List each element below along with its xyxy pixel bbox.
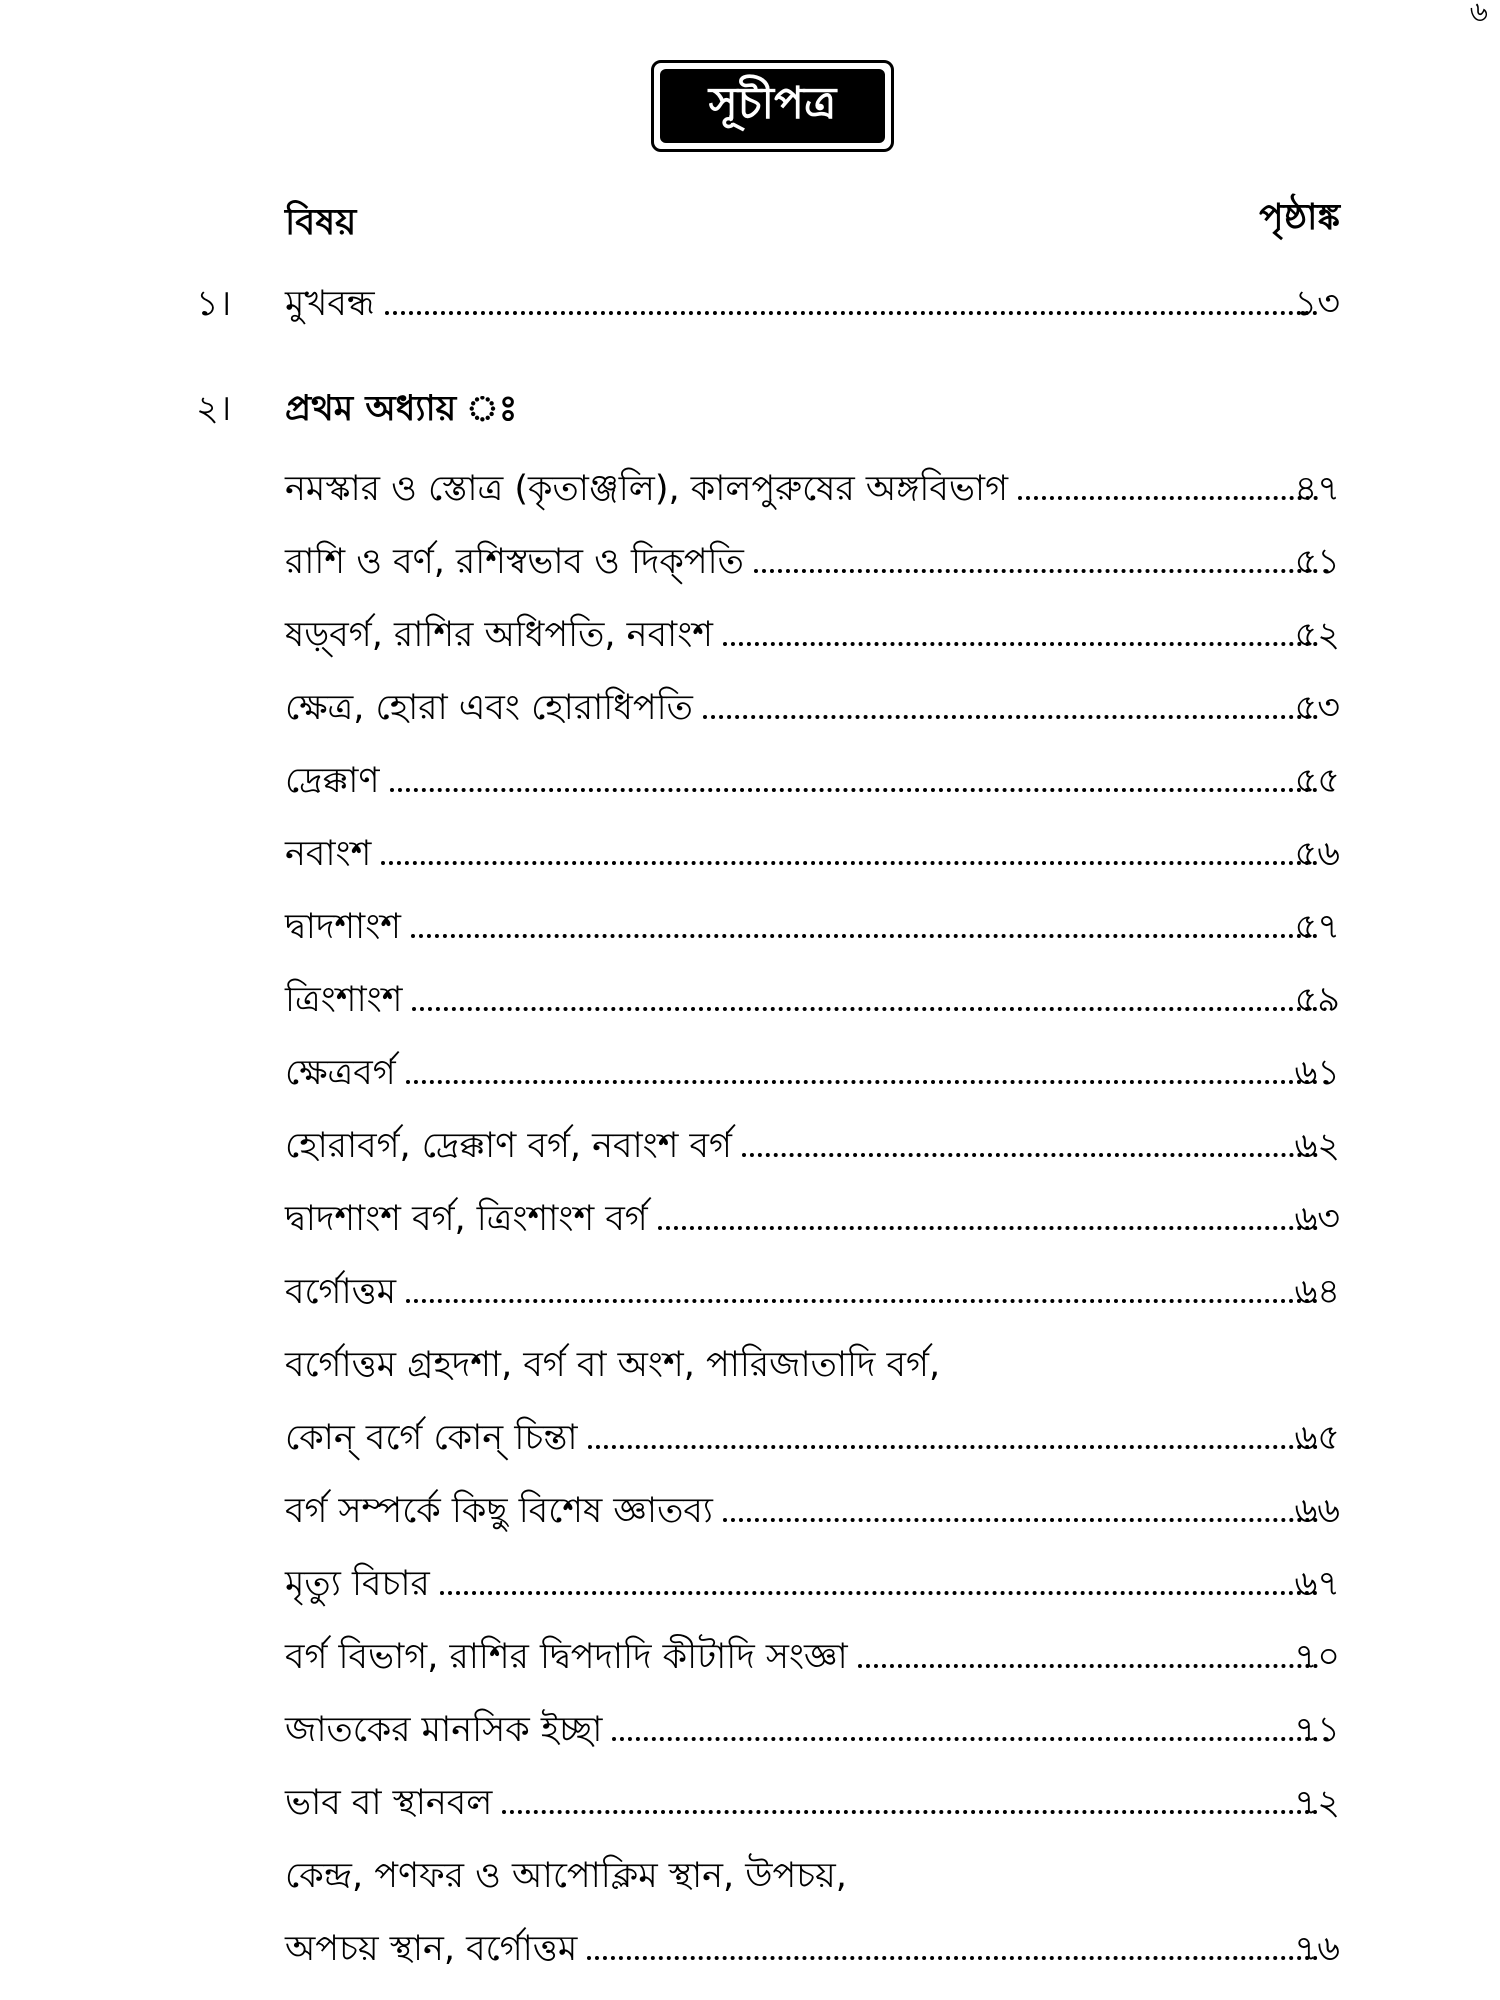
toc-entry bbox=[0, 470, 1500, 526]
dot-leader bbox=[502, 1810, 1318, 1814]
entry-page: ১৩ bbox=[1294, 284, 1340, 324]
dot-leader bbox=[723, 642, 1318, 646]
dot-leader bbox=[411, 934, 1318, 938]
entry-page: ৫৫ bbox=[1294, 761, 1340, 801]
entry-page: ৫৭ bbox=[1294, 907, 1340, 947]
toc-entry bbox=[0, 689, 1500, 745]
entry-title: ভাব বা স্থানবল bbox=[285, 1783, 493, 1823]
toc-entry bbox=[0, 1565, 1500, 1621]
toc-entry bbox=[0, 1200, 1500, 1256]
dot-leader bbox=[612, 1737, 1318, 1741]
entry-title: নবাংশ bbox=[285, 834, 372, 874]
entry-title: মৃত্যু বিচার bbox=[285, 1564, 430, 1604]
entry-title: রাশি ও বর্ণ, রশিস্বভাব ও দিক্‌পতি bbox=[285, 542, 744, 582]
entry-page: ৪৭ bbox=[1294, 469, 1340, 509]
entry-page: ৫৩ bbox=[1294, 688, 1340, 728]
toc-entry bbox=[0, 1711, 1500, 1767]
entry-page: ৬৩ bbox=[1294, 1199, 1340, 1239]
toc-chapter-heading bbox=[0, 390, 1500, 446]
entry-title: ক্ষেত্রবর্গ bbox=[285, 1053, 396, 1093]
entry-title: দ্বাদশাংশ bbox=[285, 907, 401, 947]
toc-entry bbox=[0, 981, 1500, 1037]
toc-entry bbox=[0, 1127, 1500, 1183]
entry-page: ৬১ bbox=[1294, 1053, 1340, 1093]
toc-entry bbox=[0, 1273, 1500, 1329]
dot-leader bbox=[858, 1664, 1318, 1668]
entry-title: কোন্ বর্গে কোন্ চিন্তা bbox=[285, 1418, 578, 1458]
dot-leader bbox=[406, 1299, 1318, 1303]
dot-leader bbox=[658, 1226, 1318, 1230]
toc-entry-continued bbox=[0, 1857, 1500, 1913]
toc-entry bbox=[0, 1419, 1500, 1475]
entry-title: ক্ষেত্র, হোরা এবং হোরাধিপতি bbox=[285, 688, 693, 728]
toc-entry bbox=[0, 1054, 1500, 1110]
entry-page: ৬৫ bbox=[1294, 1418, 1340, 1458]
dot-leader bbox=[381, 861, 1318, 865]
entry-title: ষড়্‌বর্গ, রাশির অধিপতি, নবাংশ bbox=[285, 615, 713, 655]
entry-page: ৭৬ bbox=[1294, 1929, 1340, 1969]
toc-entry-continued bbox=[0, 1346, 1500, 1402]
dot-leader bbox=[390, 788, 1318, 792]
dot-leader bbox=[588, 1445, 1319, 1449]
entry-page: ৫৯ bbox=[1294, 980, 1340, 1020]
dot-leader bbox=[742, 1153, 1318, 1157]
toc-entry bbox=[0, 1638, 1500, 1694]
entry-title: ত্রিংশাংশ bbox=[285, 980, 403, 1020]
page-title: সূচীপত্র bbox=[660, 69, 885, 143]
entry-title: দ্রেক্কাণ bbox=[285, 761, 380, 801]
entry-title: বর্গোত্তম গ্রহদশা, বর্গ বা অংশ, পারিজাতাদি বর্গ, bbox=[285, 1345, 941, 1385]
entry-title: দ্বাদশাংশ বর্গ, ত্রিংশাংশ বর্গ bbox=[285, 1199, 648, 1239]
dot-leader bbox=[1018, 496, 1318, 500]
dot-leader bbox=[703, 715, 1318, 719]
entry-title: বর্গ সম্পর্কে কিছু বিশেষ জ্ঞাতব্য bbox=[285, 1491, 713, 1531]
toc-entry bbox=[0, 543, 1500, 599]
entry-title: কেন্দ্র, পণফর ও আপোক্লিম স্থান, উপচয়, bbox=[285, 1856, 847, 1896]
entry-title: বর্গোত্তম bbox=[285, 1272, 397, 1312]
dot-leader bbox=[385, 311, 1318, 315]
corner-page-mark: ৬ bbox=[1469, 0, 1488, 28]
toc-entry bbox=[0, 1492, 1500, 1548]
entry-page: ৭০ bbox=[1294, 1637, 1340, 1677]
entry-title: নমস্কার ও স্তোত্র (কৃতাঞ্জলি), কালপুরুষের অঙ্গবিভাগ bbox=[285, 469, 1009, 509]
page-number-header: পৃষ্ঠাঙ্ক bbox=[1259, 197, 1340, 238]
subject-header: বিষয় bbox=[285, 202, 357, 243]
entry-title: অপচয় স্থান, বর্গোত্তম bbox=[285, 1929, 578, 1969]
dot-leader bbox=[723, 1518, 1318, 1522]
entry-title: প্রথম অধ্যায় ঃ bbox=[285, 389, 518, 429]
entry-page: ৫২ bbox=[1294, 615, 1340, 655]
entry-title: মুখবন্ধ bbox=[285, 284, 375, 324]
entry-page: ৫১ bbox=[1294, 542, 1340, 582]
dot-leader bbox=[406, 1080, 1318, 1084]
toc-entry bbox=[0, 908, 1500, 964]
dot-leader bbox=[754, 569, 1318, 573]
entry-page: ৭১ bbox=[1294, 1710, 1340, 1750]
title-box bbox=[651, 60, 894, 152]
toc-entry bbox=[0, 616, 1500, 672]
entry-title: বর্গ বিভাগ, রাশির দ্বিপদাদি কীটাদি সংজ্ঞা bbox=[285, 1637, 848, 1677]
toc-entry bbox=[0, 285, 1500, 341]
entry-page: ৬৬ bbox=[1294, 1491, 1340, 1531]
entry-number: ১। bbox=[196, 284, 232, 324]
dot-leader bbox=[412, 1007, 1318, 1011]
toc-entry bbox=[0, 835, 1500, 891]
entry-title: হোরাবর্গ, দ্রেক্কাণ বর্গ, নবাংশ বর্গ bbox=[285, 1126, 732, 1166]
entry-page: ৬২ bbox=[1294, 1126, 1340, 1166]
toc-entry bbox=[0, 1784, 1500, 1840]
entry-page: ৬৭ bbox=[1294, 1564, 1340, 1604]
entry-page: ৫৬ bbox=[1294, 834, 1340, 874]
entry-page: ৬৪ bbox=[1294, 1272, 1340, 1312]
dot-leader bbox=[587, 1956, 1318, 1960]
toc-entry bbox=[0, 1930, 1500, 1986]
toc-entry bbox=[0, 762, 1500, 818]
entry-number: ২। bbox=[196, 389, 232, 429]
entry-title: জাতকের মানসিক ইচ্ছা bbox=[285, 1710, 603, 1750]
dot-leader bbox=[440, 1591, 1318, 1595]
entry-page: ৭২ bbox=[1294, 1783, 1340, 1823]
